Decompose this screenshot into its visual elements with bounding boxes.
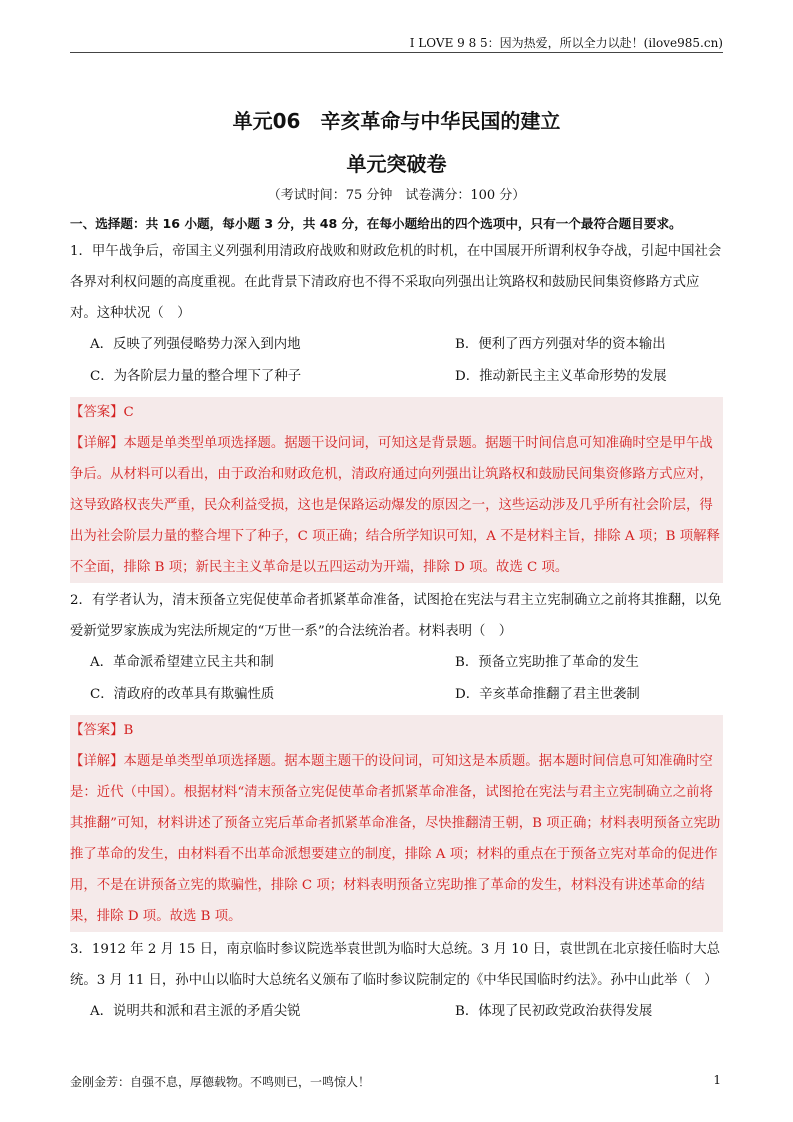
question-3: [70, 934, 723, 1028]
option-b: B．预备立宪助推了革命的发生: [455, 655, 639, 670]
answer: 【答案】B: [70, 723, 134, 738]
question-stem: 2．有学者认为，清末预备立宪促使革命者抓紧革命准备，试图抢在宪法与君主立宪制确立之前将其推翻，以免爱新觉罗家族成为宪法所规定的“万世一系”的合法统治者。材料表明（ ）: [70, 593, 722, 639]
page-number: 1: [713, 1073, 721, 1087]
option-b: B．便利了西方列强对华的资本输出: [455, 337, 666, 352]
question-stem: 3．1912 年 2 月 15 日，南京临时参议院选举袁世凯为临时大总统。3 月 10 日，袁世凯在北京接任临时大总统。3 月 11 日，孙中山以临时大总统名义颁布了临时参议院制定的《中华民国临时约法》。孙中山此举（ ）: [70, 942, 720, 988]
answer: 【答案】C: [70, 405, 134, 420]
options: [70, 996, 723, 1028]
option-d: D．推动新民主主义革命形势的发展: [455, 369, 667, 384]
option-d: D．辛亥革命推翻了君主世袭制: [455, 687, 640, 702]
document-body: [70, 212, 723, 1028]
answer-block: [70, 715, 723, 932]
page-title: 单元06 辛亥革命与中华民国的建立: [232, 109, 561, 133]
page-header: I LOVE 9 8 5：因为热爱，所以全力以赴！(ilove985.cn): [409, 36, 723, 50]
option-a: A．反映了列强侵略势力深入到内地: [90, 337, 301, 352]
answer-detail: 【详解】本题是单类型单项选择题。据本题主题干的设问词，可知这是本质题。据本题时间信息可知准确时空是：近代（中国）。根据材料“清末预备立宪促使革命者抓紧革命准备，试图抢在宪法与君主立宪制确立之前将其推翻”可知，材料讲述了预备立宪后革命者抓紧革命准备，尽快推翻清王朝，B 项正确；材料表明预备立宪助推了革命的发生，由材料看不出革命派想要建立的制度，排除 A 项；材料的重点在于预备立宪对革命的促进作用，不是在讲预备立宪的欺骗性，排除 C 项；材料表明预备立宪助推了革命的发生，材料没有讲述革命的结果，排除 D 项。故选 B 项。: [70, 754, 721, 924]
option-c: C．清政府的改革具有欺骗性质: [90, 687, 275, 702]
option-c: C．为各阶层力量的整合埋下了种子: [90, 369, 302, 384]
section-heading: 一、选择题：共 16 小题，每小题 3 分，共 48 分，在每小题给出的四个选项中，只有一个最符合题目要求。: [70, 216, 682, 231]
answer-block: [70, 397, 723, 583]
page-subtitle: 单元突破卷: [346, 152, 447, 176]
option-b: B．体现了民初政党政治获得发展: [455, 1004, 653, 1019]
options: [70, 647, 723, 711]
option-a: A．革命派希望建立民主共和制: [90, 655, 274, 670]
question-2: [70, 585, 723, 932]
option-a: A．说明共和派和君主派的矛盾尖锐: [90, 1004, 301, 1019]
question-stem: 1．甲午战争后，帝国主义列强利用清政府战败和财政危机的时机，在中国展开所谓利权争夺战，引起中国社会各界对利权问题的高度重视。在此背景下清政府也不得不采取向列强出让筑路权和鼓励民间集资修路方式应对。这种状况（ ）: [70, 244, 722, 321]
header-divider: [70, 52, 723, 53]
exam-info: （考试时间：75 分钟 试卷满分：100 分）: [267, 188, 526, 203]
answer-detail: 【详解】本题是单类型单项选择题。据题干设问词，可知这是背景题。据题干时间信息可知准确时空是甲午战争后。从材料可以看出，由于政治和财政危机，清政府通过向列强出让筑路权和鼓励民间集资修路方式应对，这导致路权丧失严重，民众利益受损，这也是保路运动爆发的原因之一，这些运动涉及几乎所有社会阶层，得出为社会阶层力量的整合埋下了种子，C 项正确；结合所学知识可知，A 不是材料主旨，排除 A 项；B 项解释不全面，排除 B 项；新民主主义革命是以五四运动为开端，排除 D 项。故选 C 项。: [70, 436, 720, 575]
footer-motto: 金刚金芳：自强不息，厚德载物。不鸣则已，一鸣惊人！: [70, 1075, 371, 1089]
question-1: [70, 236, 723, 583]
options: [70, 329, 723, 393]
